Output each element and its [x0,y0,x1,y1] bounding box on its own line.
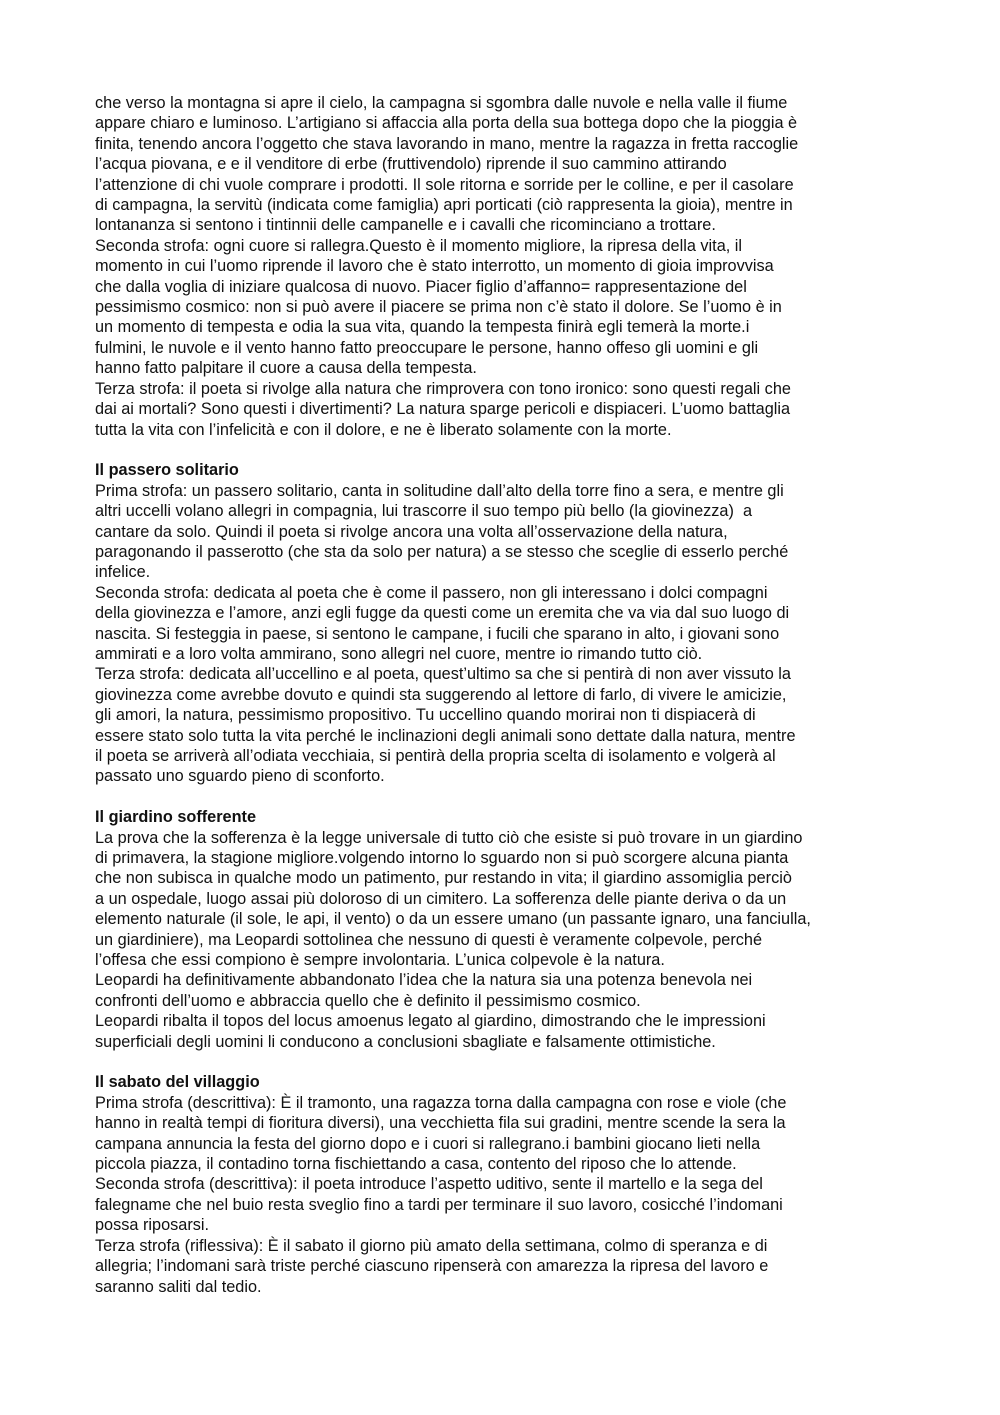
text-line: Leopardi ha definitivamente abbandonato l’idea che la natura sia una potenza benevola nei [95,971,753,990]
text-line: infelice. [95,563,151,582]
text-line: piccola piazza, il contadino torna fischiettando a casa, contento del riposo che lo attende. [95,1155,737,1174]
text-line: finita, tenendo ancora l’oggetto che stava lavorando in mano, mentre la ragazza in fretta raccoglie [95,134,799,153]
text-line: a un ospedale, luogo assai più doloroso di un cimitero. La sofferenza delle piante deriva o da un [95,889,787,908]
text-line: Terza strofa: dedicata all’uccellino e al poeta, quest’ultimo sa che si pentirà di non aver vissuto la [95,665,791,684]
text-line: falegname che nel buio resta sveglio fino a tardi per terminare il suo lavoro, cosicché l’indomani [95,1195,783,1214]
text-line: tutta la vita con l’infelicità e con il dolore, e ne è liberato solamente con la morte. [95,420,672,439]
document-page [95,93,915,1297]
intro-block [95,93,915,440]
text-line: gli amori, la natura, pessimismo propositivo. Tu uccellino quando morirai non ti dispiacerà di [95,706,756,725]
text-line: un giardiniere), ma Leopardi sottolinea che nessuno di questi è veramente colpevole, perché [95,930,763,949]
section-sabato-villaggio [95,1072,915,1296]
text-line: La prova che la sofferenza è la legge universale di tutto ciò che esiste si può trovare in un giardino [95,828,803,847]
text-line: possa riposarsi. [95,1216,210,1235]
text-line: paragonando il passerotto (che sta da solo per natura) a se stesso che sceglie di esserlo perché [95,542,789,561]
text-line: fulmini, le nuvole e il vento hanno fatto preoccupare le persone, hanno offeso gli uomini e gli [95,338,759,357]
text-line: un momento di tempesta e odia la sua vita, quando la tempesta finirà egli temerà la morte.i [95,318,750,337]
text-line: di primavera, la stagione migliore.volgendo intorno lo sguardo non si può scorgere alcuna pianta [95,849,789,867]
section-passero-solitario [95,460,915,787]
text-line: cantare da solo. Quindi il poeta si rivolge ancora una volta all’osservazione della natura, [95,522,728,541]
text-line: lontananza si sentono i tintinnii delle campanelle e i cavalli che ricominciano a trottare. [95,216,716,235]
section-body [95,481,915,787]
section-gap [95,440,915,460]
text-line: hanno in realtà tempi di fioritura diversi), una vecchietta fila sui gradini, mentre scende la sera la [95,1114,786,1133]
text-line: Leopardi ribalta il topos del locus amoenus legato al giardino, dimostrando che le impressioni [95,1012,766,1031]
text-line: che verso la montagna si apre il cielo, la campagna si sgombra dalle nuvole e nella valle il fiume [95,94,788,112]
section-title: Il giardino sofferente [95,808,257,827]
text-line: superficiali degli uomini li conducono a conclusioni sbagliate e falsamente ottimistiche. [95,1032,716,1051]
text-line: Seconda strofa: dedicata al poeta che è come il passero, non gli interessano i dolci compagni [95,583,768,602]
section-title: Il sabato del villaggio [95,1073,260,1092]
text-line: pessimismo cosmico: non si può avere il piacere se prima non c’è stato il dolore. Se l’uomo è in [95,298,782,317]
text-line: che non subisca in qualche modo un patimento, pur restando in vita; il giardino assomiglia perciò [95,869,792,888]
text-line: momento in cui l’uomo riprende il lavoro che è stato interrotto, un momento di gioia improvvisa [95,257,774,276]
text-line: Terza strofa: il poeta si rivolge alla natura che rimprovera con tono ironico: sono questi regali che [95,379,791,398]
text-line: dai ai mortali? Sono questi i divertimenti? La natura sparge pericoli e dispiaceri. L’uomo battaglia [95,400,791,419]
section-body [95,1093,915,1297]
text-line: Terza strofa (riflessiva): È il sabato il giorno più amato della settimana, colmo di speranza e di [95,1236,768,1255]
text-line: Prima strofa (descrittiva): È il tramonto, una ragazza torna dalla campagna con rose e viole (che [95,1093,787,1112]
text-line: confronti dell’uomo e abbraccia quello che è definito il pessimismo cosmico. [95,991,641,1010]
text-line: Prima strofa: un passero solitario, canta in solitudine dall’alto della torre fino a sera, e mentre gli [95,481,784,500]
text-line: essere stato solo tutta la vita perché le inclinazioni degli animali sono dettate dalla natura, mentre [95,726,796,745]
text-line: Seconda strofa: ogni cuore si rallegra.Questo è il momento migliore, la ripresa della vita, il [95,236,743,255]
text-line: il poeta se arriverà all’odiata vecchiaia, si pentirà della propria scelta di isolamento e volgerà al [95,746,776,765]
section-title: Il passero solitario [95,461,239,480]
text-line: ammirati e a loro volta ammirano, sono allegri nel cuore, mentre io rimando tutto ciò. [95,644,703,663]
text-line: nascita. Si festeggia in paese, si sentono le campane, i fucili che sparano in alto, i giovani sono [95,624,780,643]
text-line: saranno saliti dal tedio. [95,1277,262,1296]
text-line: hanno fatto palpitare il cuore a causa della tempesta. [95,359,477,378]
section-gap [95,787,915,807]
text-line: l’offesa che essi compiono è sempre involontaria. L’unica colpevole è la natura. [95,951,665,970]
text-line: elemento naturale (il sole, le api, il vento) o da un essere umano (un passante ignaro, una fanciulla, [95,910,811,929]
text-line: appare chiaro e luminoso. L’artigiano si affaccia alla porta della sua bottega dopo che la pioggia è [95,114,798,133]
text-line: campana annuncia la festa del giorno dopo e i cuori si rallegrano.i bambini giocano lieti nella [95,1134,761,1153]
text-line: che dalla voglia di iniziare qualcosa di nuovo. Piacer figlio d’affanno= rappresentazione del [95,277,747,296]
section-gap [95,1052,915,1072]
text-line: allegria; l’indomani sarà triste perché ciascuno ripenserà con amarezza la ripresa del lavoro e [95,1257,769,1276]
text-line: altri uccelli volano allegri in compagnia, lui trascorre il suo tempo più bello (la giovinezza) a [95,502,752,521]
text-line: di campagna, la servitù (indicata come famiglia) apri porticati (ciò rappresenta la gioia), mentre in [95,196,793,215]
section-body [95,828,915,1052]
text-line: giovinezza come avrebbe dovuto e quindi sta suggerendo al lettore di farlo, di vivere le amicizie, [95,685,787,704]
text-line: della giovinezza e l’amore, anzi egli fugge da questi come un eremita che va via dal suo luogo di [95,604,790,623]
text-line: l’attenzione di chi vuole comprare i prodotti. Il sole ritorna e sorride per le colline, e per il casolare [95,175,794,194]
section-giardino-sofferente [95,807,915,1052]
text-line: l’acqua piovana, e e il venditore di erbe (fruttivendolo) riprende il suo cammino attirando [95,155,727,174]
text-line: passato uno sguardo pieno di sconforto. [95,767,385,786]
text-line: Seconda strofa (descrittiva): il poeta introduce l’aspetto uditivo, sente il martello e la sega del [95,1175,763,1194]
